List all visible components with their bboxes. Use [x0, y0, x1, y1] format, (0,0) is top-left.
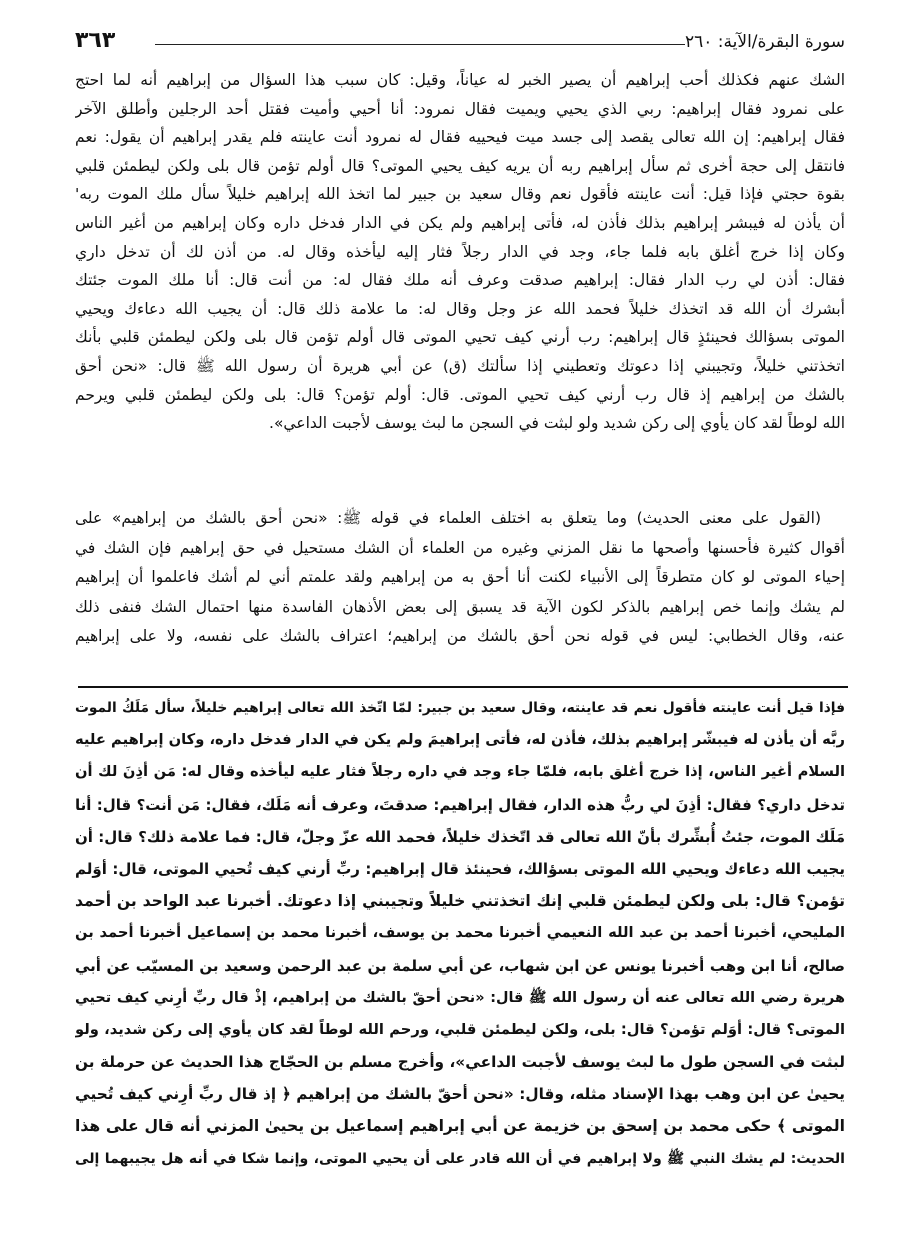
text-line: أبشرك أن الله قد اتخذك خليلاً فحمد الله عز وجل وقال له: ما علامة ذلك قال: أن يجيب الله دعاءك ويحيي [75, 299, 845, 318]
text-line: فانتقل إلى حجة أخرى ثم سأل إبراهيم ربه أن يريه كيف يحيي الموتى؟ قال أولم تؤمن قال بلى ولكن ليطمئن قلبي [75, 156, 845, 175]
text-line: الموتى بسؤالك فحينئذٍ قال إبراهيم: رب أرني كيف تحيي الموتى قال أولم تؤمن قال بلى ولكن ليطمئن قلبي بأنك [75, 328, 845, 347]
text-line: إحياء الموتى لو كان متطرقاً إلى الأنبياء لكنت أنا أحق به من إبراهيم ولقد علمتم أني لم أشك فاعلموا أن إبراهيم [75, 568, 845, 586]
text-line: ربَّه أن يأذن له فيبشّر إبراهيم بذلك، فأذن له، فأتى إبراهيمَ ولم يكن في الدار فدخل داره، وكان إبراهيم عليه [75, 731, 845, 749]
text-line: الحديث: لم يشك النبي ﷺ ولا إبراهيم في أن الله قادر على أن يحيي الموتى، وإنما شكا في أنه هل يجيبهما إلى [75, 1150, 845, 1167]
text-line: المليحي، أخبرنا أحمد بن عبد الله النعيمي أخبرنا محمد بن يوسف، أخبرنا محمد بن إسماعيل أخبرنا أحمد بن [75, 924, 845, 942]
text-line: الشك عنهم فكذلك أحب إبراهيم أن يصير الخبر له عياناً، وقيل: كان سبب هذا السؤال من إبراهيم أنه لما احتج [75, 71, 845, 89]
text-line: السلام أغير الناس، إذا خرج أغلق بابه، فلمّا جاء وجد في داره رجلاً فثار عليه ليأخذه وقال له: مَن أذِنَ لك أن [75, 763, 845, 781]
text-line: يجيب الله دعاءك ويحيي الله الموتى بسؤالك، فحينئذ قال إبراهيم: ربِّ أرني كيف تُحيي الموتى، قال: أوَلم [75, 859, 845, 878]
footnote-separator [78, 686, 848, 688]
text-line: وكان إذا خرج أغلق بابه فلما جاء، وجد في الدار رجلاً فثار إليه ليأخذه وقال له. من أذن لك أن تدخل داري [75, 242, 845, 261]
text-line: فإذا قيل أنت عاينته فأقول نعم قد عاينته، وقال سعيد بن جبير: لمّا اتّخذ الله تعالى إبراهيم خليلاً، سأل مَلَكُ الموت [75, 700, 845, 716]
text-line: صالح، أنا ابن وهب أخبرنا يونس عن ابن شهاب، عن أبي سلمة بن عبد الرحمن وسعيد بن المسيّب عن أبي [75, 956, 845, 975]
text-line: مَلَك الموت، جئتُ أُبشِّرك بأنّ الله تعالى قد اتّخذك خليلاً، فحمد الله عزّ وجلّ، قال: فما علامة ذلك؟ قال: أن [75, 827, 845, 846]
text-line: أن يأذن له فيبشر إبراهيم بذلك فأذن له، فأتى إبراهيم ولم يكن في الدار فدخل داره وكان إبراهيم من أغير الناس [75, 213, 845, 232]
text-line: يحيىٰ عن ابن وهب بهذا الإسناد مثله، وقال: «نحن أحقّ بالشك من إبراهيم ﴿ إذ قال ربِّ أرِني كيف تُحيي [75, 1085, 845, 1104]
text-line: بقوة حجتي فإذا قيل: أنت عاينته فأقول نعم وقال سعيد بن جبير لما اتخذ الله إبراهيم خليلاً سأل ملك الموت ربه' [75, 185, 845, 204]
running-title: سورة البقرة/الآية: ٢٦٠ [685, 32, 845, 52]
text-line: فقال: أذن لي رب الدار فقال: إبراهيم صدقت وعرف أنه ملك فقال له: من أنت قال: أنا ملك الموت جئتك [75, 271, 845, 290]
text-line: عنه، وقال الخطابي: ليس في قوله نحن أحق بالشك من إبراهيم؛ اعتراف بالشك على نفسه، ولا على إبراهيم [75, 627, 845, 645]
footnote-paragraph [75, 692, 845, 1175]
text-line: الله لوطاً لقد كان يأوي إلى ركن شديد ولو لبثت في السجن ما لبث يوسف لأجبت الداعي». [269, 414, 845, 433]
discussion-paragraph [75, 504, 845, 652]
page-number: ٣٦٣ [75, 28, 116, 53]
text-line: اتخذتني خليلاً، وتجيبني إذا دعوتك وتعطيني إذا سألتك (ق) عن أبي هريرة أن رسول الله ﷺ قال: «نحن أحق [75, 356, 845, 375]
text-line: بالشك من إبراهيم إذ قال رب أرني كيف تحيي الموتى. قال: أولم تؤمن؟ قال: بلى ولكن ليطمئن قلبي ويرحم [75, 385, 845, 404]
text-line: لبثت في السجن طول ما لبث يوسف لأجبت الداعي»، وأخرج مسلم بن الحجّاج هذا الحديث عن حرملة بن [75, 1053, 845, 1072]
text-line: هريرة رضي الله تعالى عنه أن رسول الله ﷺ قال: «نحن أحقّ بالشك من إبراهيم، إذْ قال ربِّ أرِني كيف تحيي [75, 989, 845, 1006]
text-line: (القول على معنى الحديث) وما يتعلق به اختلف العلماء في قوله ﷺ: «نحن أحق بالشك من إبراهيم» على [75, 509, 821, 527]
text-line: تدخل داري؟ فقال: أذِنَ لي ربُّ هذه الدار، فقال إبراهيم: صدقتَ، وعرف أنه مَلَك، فقال: مَن أنت؟ قال: أنا [75, 795, 845, 814]
text-line: لم يشك وإنما خص إبراهيم بالذكر لكون الآية قد يسبق إلى بعض الأذهان الفاسدة منها احتمال الشك فنفى ذلك [75, 597, 845, 616]
page-header [75, 28, 845, 58]
text-line: فقال إبراهيم: إن الله تعالى يقصد إلى جسد ميت فيحييه فقال له نمرود أنت عاينته فلم يقدر إبراهيم أن يقول: نعم [75, 128, 845, 147]
commentary-paragraph [75, 66, 845, 438]
text-line: أقوال كثيرة فأحسنها وأصحها ما نقل المزني وغيره من العلماء أن الشك مستحيل في حق إبراهيم فإن الشك في [75, 538, 845, 557]
text-line: على نمرود فقال إبراهيم: ربي الذي يحيي ويميت فقال نمرود: أنا أحيي وأميت فقتل أحد الرجلين وأطلق الآخر [75, 99, 845, 118]
header-rule [155, 44, 685, 45]
text-line: الموتى؟ قال: أوَلم تؤمن؟ قال: بلى، ولكن ليطمئن قلبي، ورحم الله لوطاً لقد كان يأوي إلى ركن شديد، ولو [75, 1020, 845, 1038]
text-line: الموتى ﴾ حكى محمد بن إسحق بن خزيمة عن أبي إبراهيم إسماعيل بن يحيىٰ المزني أنه قال على هذا [75, 1117, 845, 1136]
text-line: تؤمن؟ قال: بلى ولكن ليطمئن قلبي إنك اتخذتني خليلاً وتجيبني إذا دعوتك. أخبرنا عبد الواحد بن أحمد [75, 892, 845, 911]
